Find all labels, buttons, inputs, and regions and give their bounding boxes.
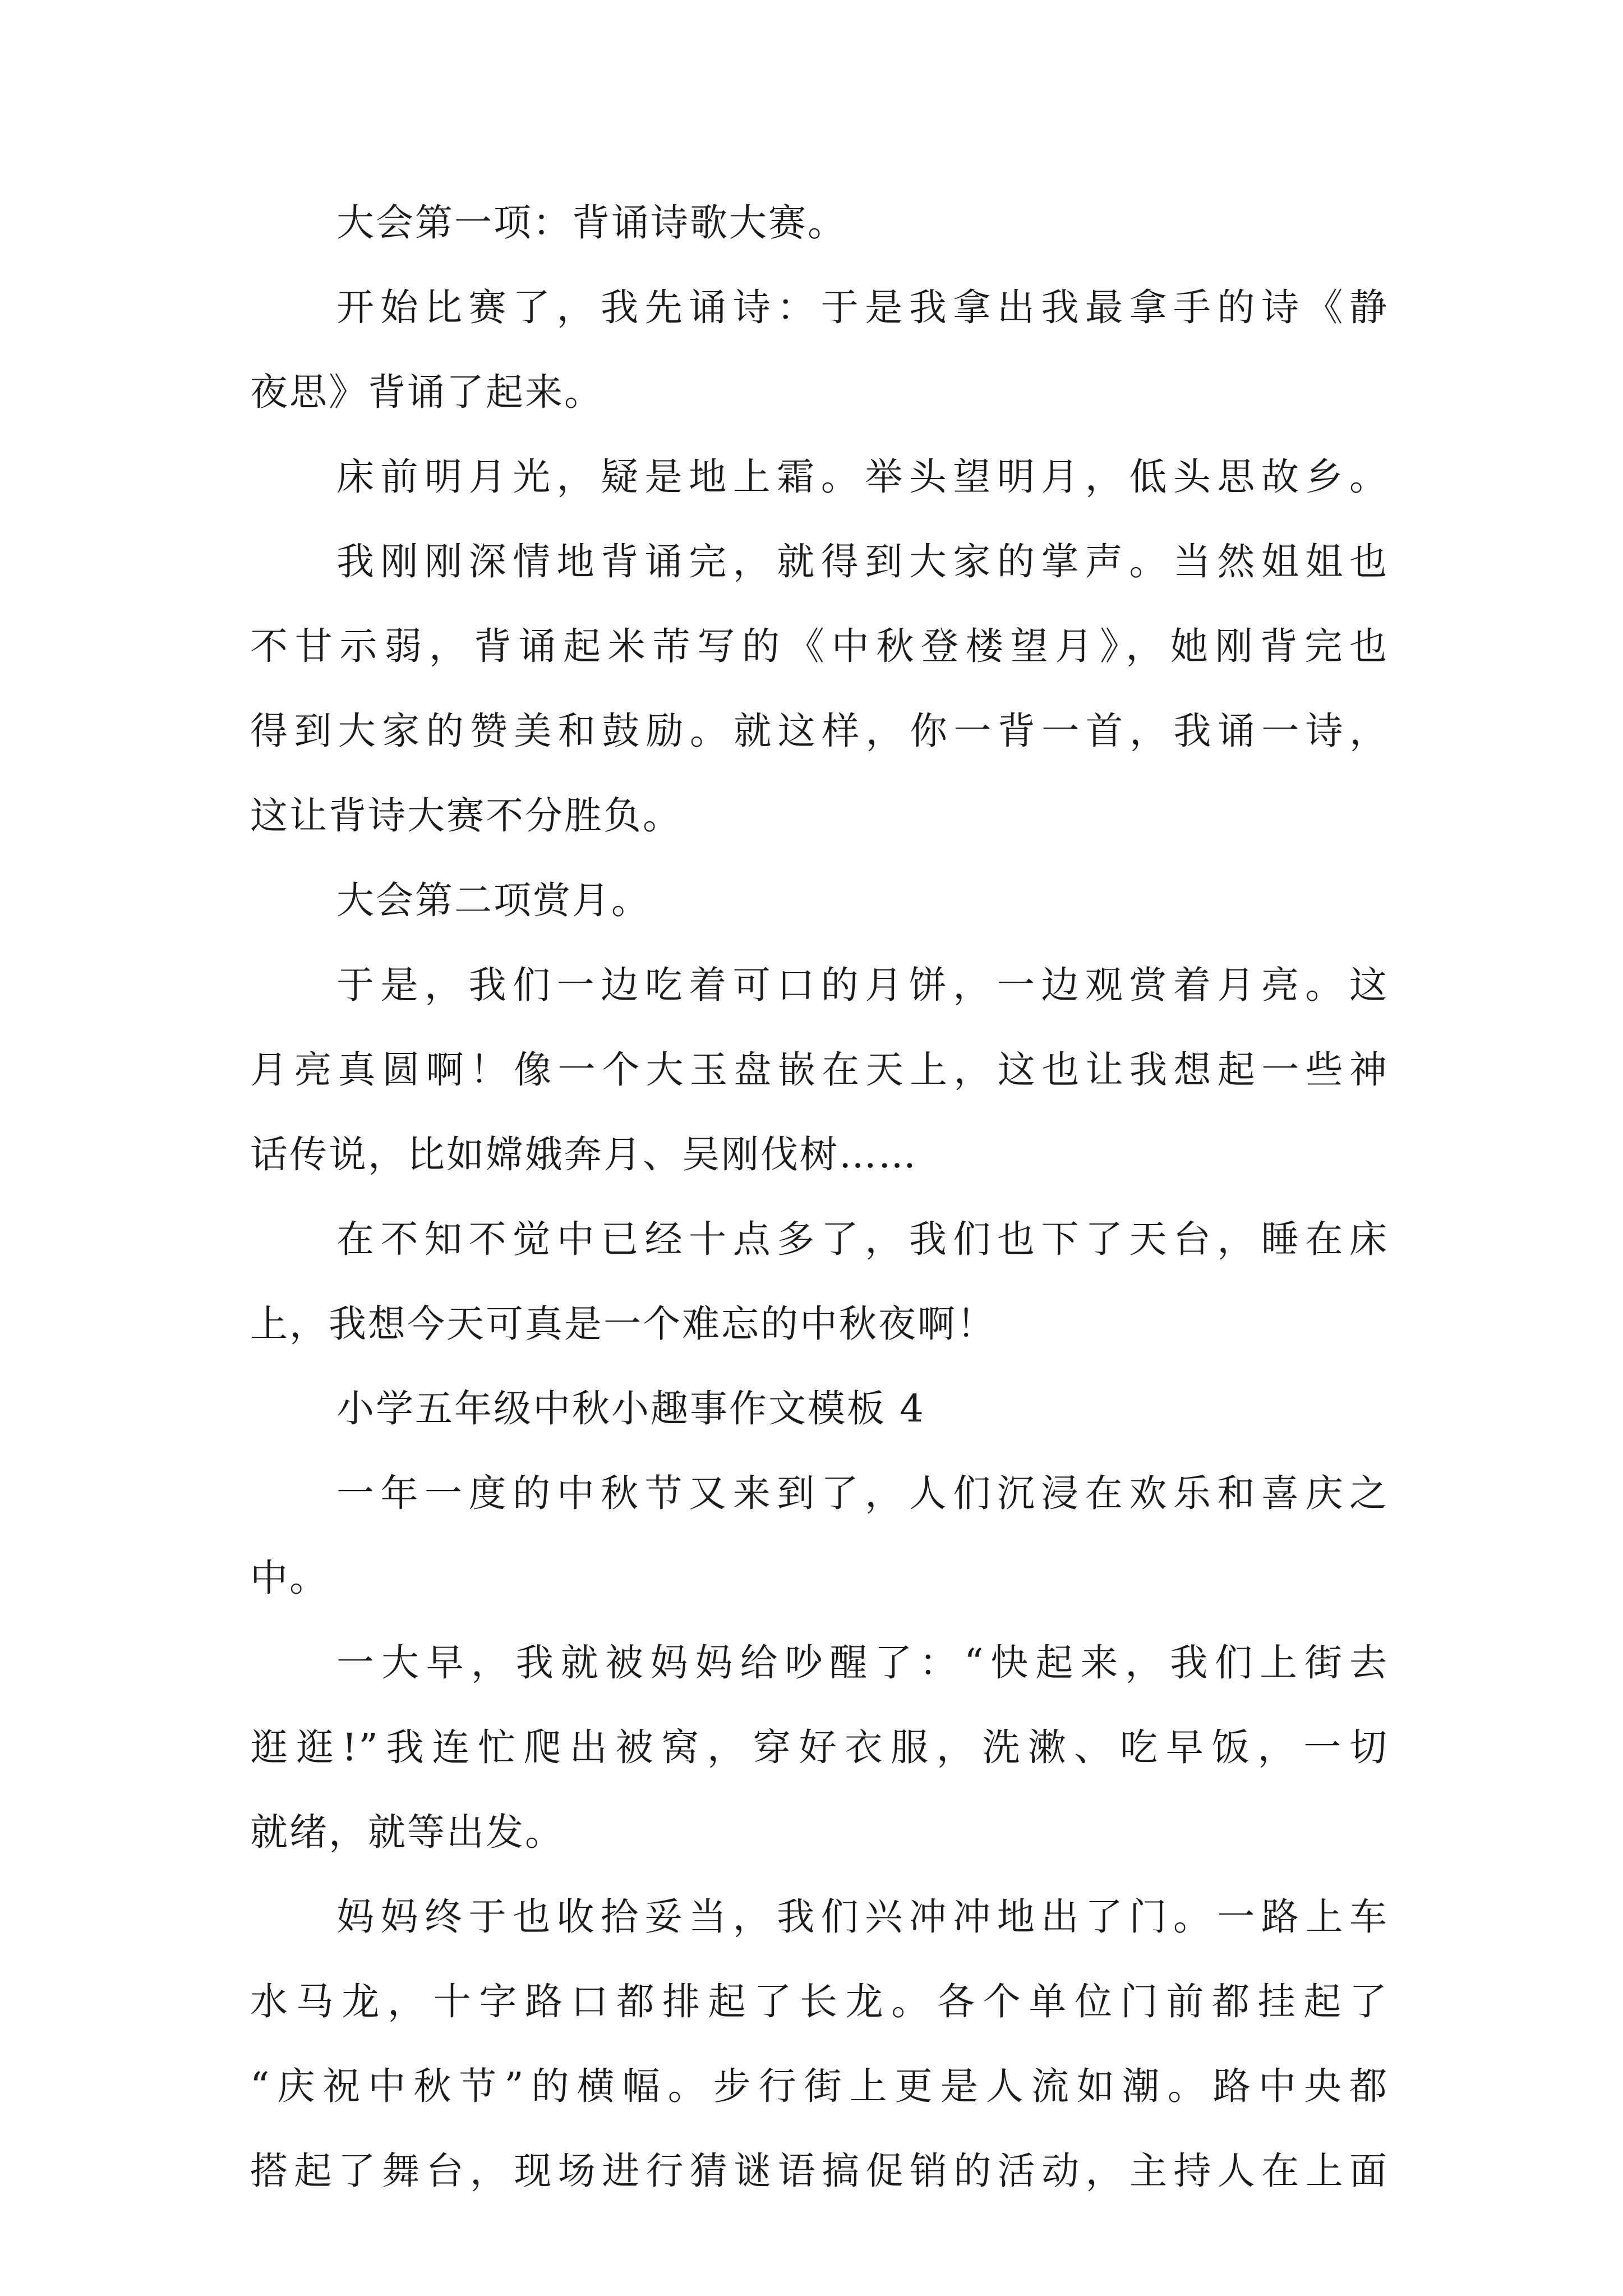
paragraph-line: 搭起了舞台，现场进行猜谜语搞促销的活动，主持人在上面 [250,2149,1389,2193]
paragraph-line: 夜思》背诵了起来。 [250,370,603,414]
paragraph-line: 话传说，比如嫦娥奔月、吴刚伐树…… [250,1133,917,1176]
paragraph-line: 我刚刚深情地背诵完，就得到大家的掌声。当然姐姐也 [336,540,1389,583]
paragraph-line: 在不知不觉中已经十点多了，我们也下了天台，睡在床 [336,1217,1389,1261]
paragraph-line: 妈妈终于也收拾妥当，我们兴冲冲地出了门。一路上车 [336,1895,1389,1939]
paragraph-line: 于是，我们一边吃着可口的月饼，一边观赏着月亮。这 [336,963,1389,1007]
paragraph-line: 月亮真圆啊！像一个大玉盘嵌在天上，这也让我想起一些神 [250,1048,1389,1092]
paragraph-line: “庆祝中秋节”的横幅。步行街上更是人流如潮。路中央都 [250,2064,1389,2108]
paragraph-line: 一大早，我就被妈妈给吵醒了：“快起来，我们上街去 [336,1641,1389,1685]
paragraph-line: 床前明月光，疑是地上霜。举头望明月，低头思故乡。 [336,455,1389,499]
section-heading: 大会第二项赏月。 [336,878,651,922]
essay-title: 小学五年级中秋小趣事作文模板 4 [336,1387,925,1430]
document-body [250,181,1389,2214]
paragraph-line: 开始比赛了，我先诵诗：于是我拿出我最拿手的诗《静 [336,286,1389,329]
paragraph-line: 不甘示弱，背诵起米芾写的《中秋登楼望月》，她刚背完也 [250,624,1389,668]
paragraph-line: 大会第一项：背诵诗歌大赛。 [336,201,847,245]
paragraph-line: 一年一度的中秋节又来到了，人们沉浸在欢乐和喜庆之 [336,1471,1389,1515]
paragraph-line: 这让背诗大赛不分胜负。 [250,794,682,838]
paragraph-line: 逛逛!”我连忙爬出被窝，穿好衣服，洗漱、吃早饭，一切 [250,1726,1389,1769]
paragraph-line: 得到大家的赞美和鼓励。就这样，你一背一首，我诵一诗， [250,709,1389,753]
paragraph-line: 就绪，就等出发。 [250,1810,564,1854]
paragraph-line: 水马龙，十字路口都排起了长龙。各个单位门前都挂起了 [250,1980,1389,2023]
paragraph-line: 上，我想今天可真是一个难忘的中秋夜啊！ [250,1302,996,1346]
paragraph-line: 中。 [250,1556,329,1600]
